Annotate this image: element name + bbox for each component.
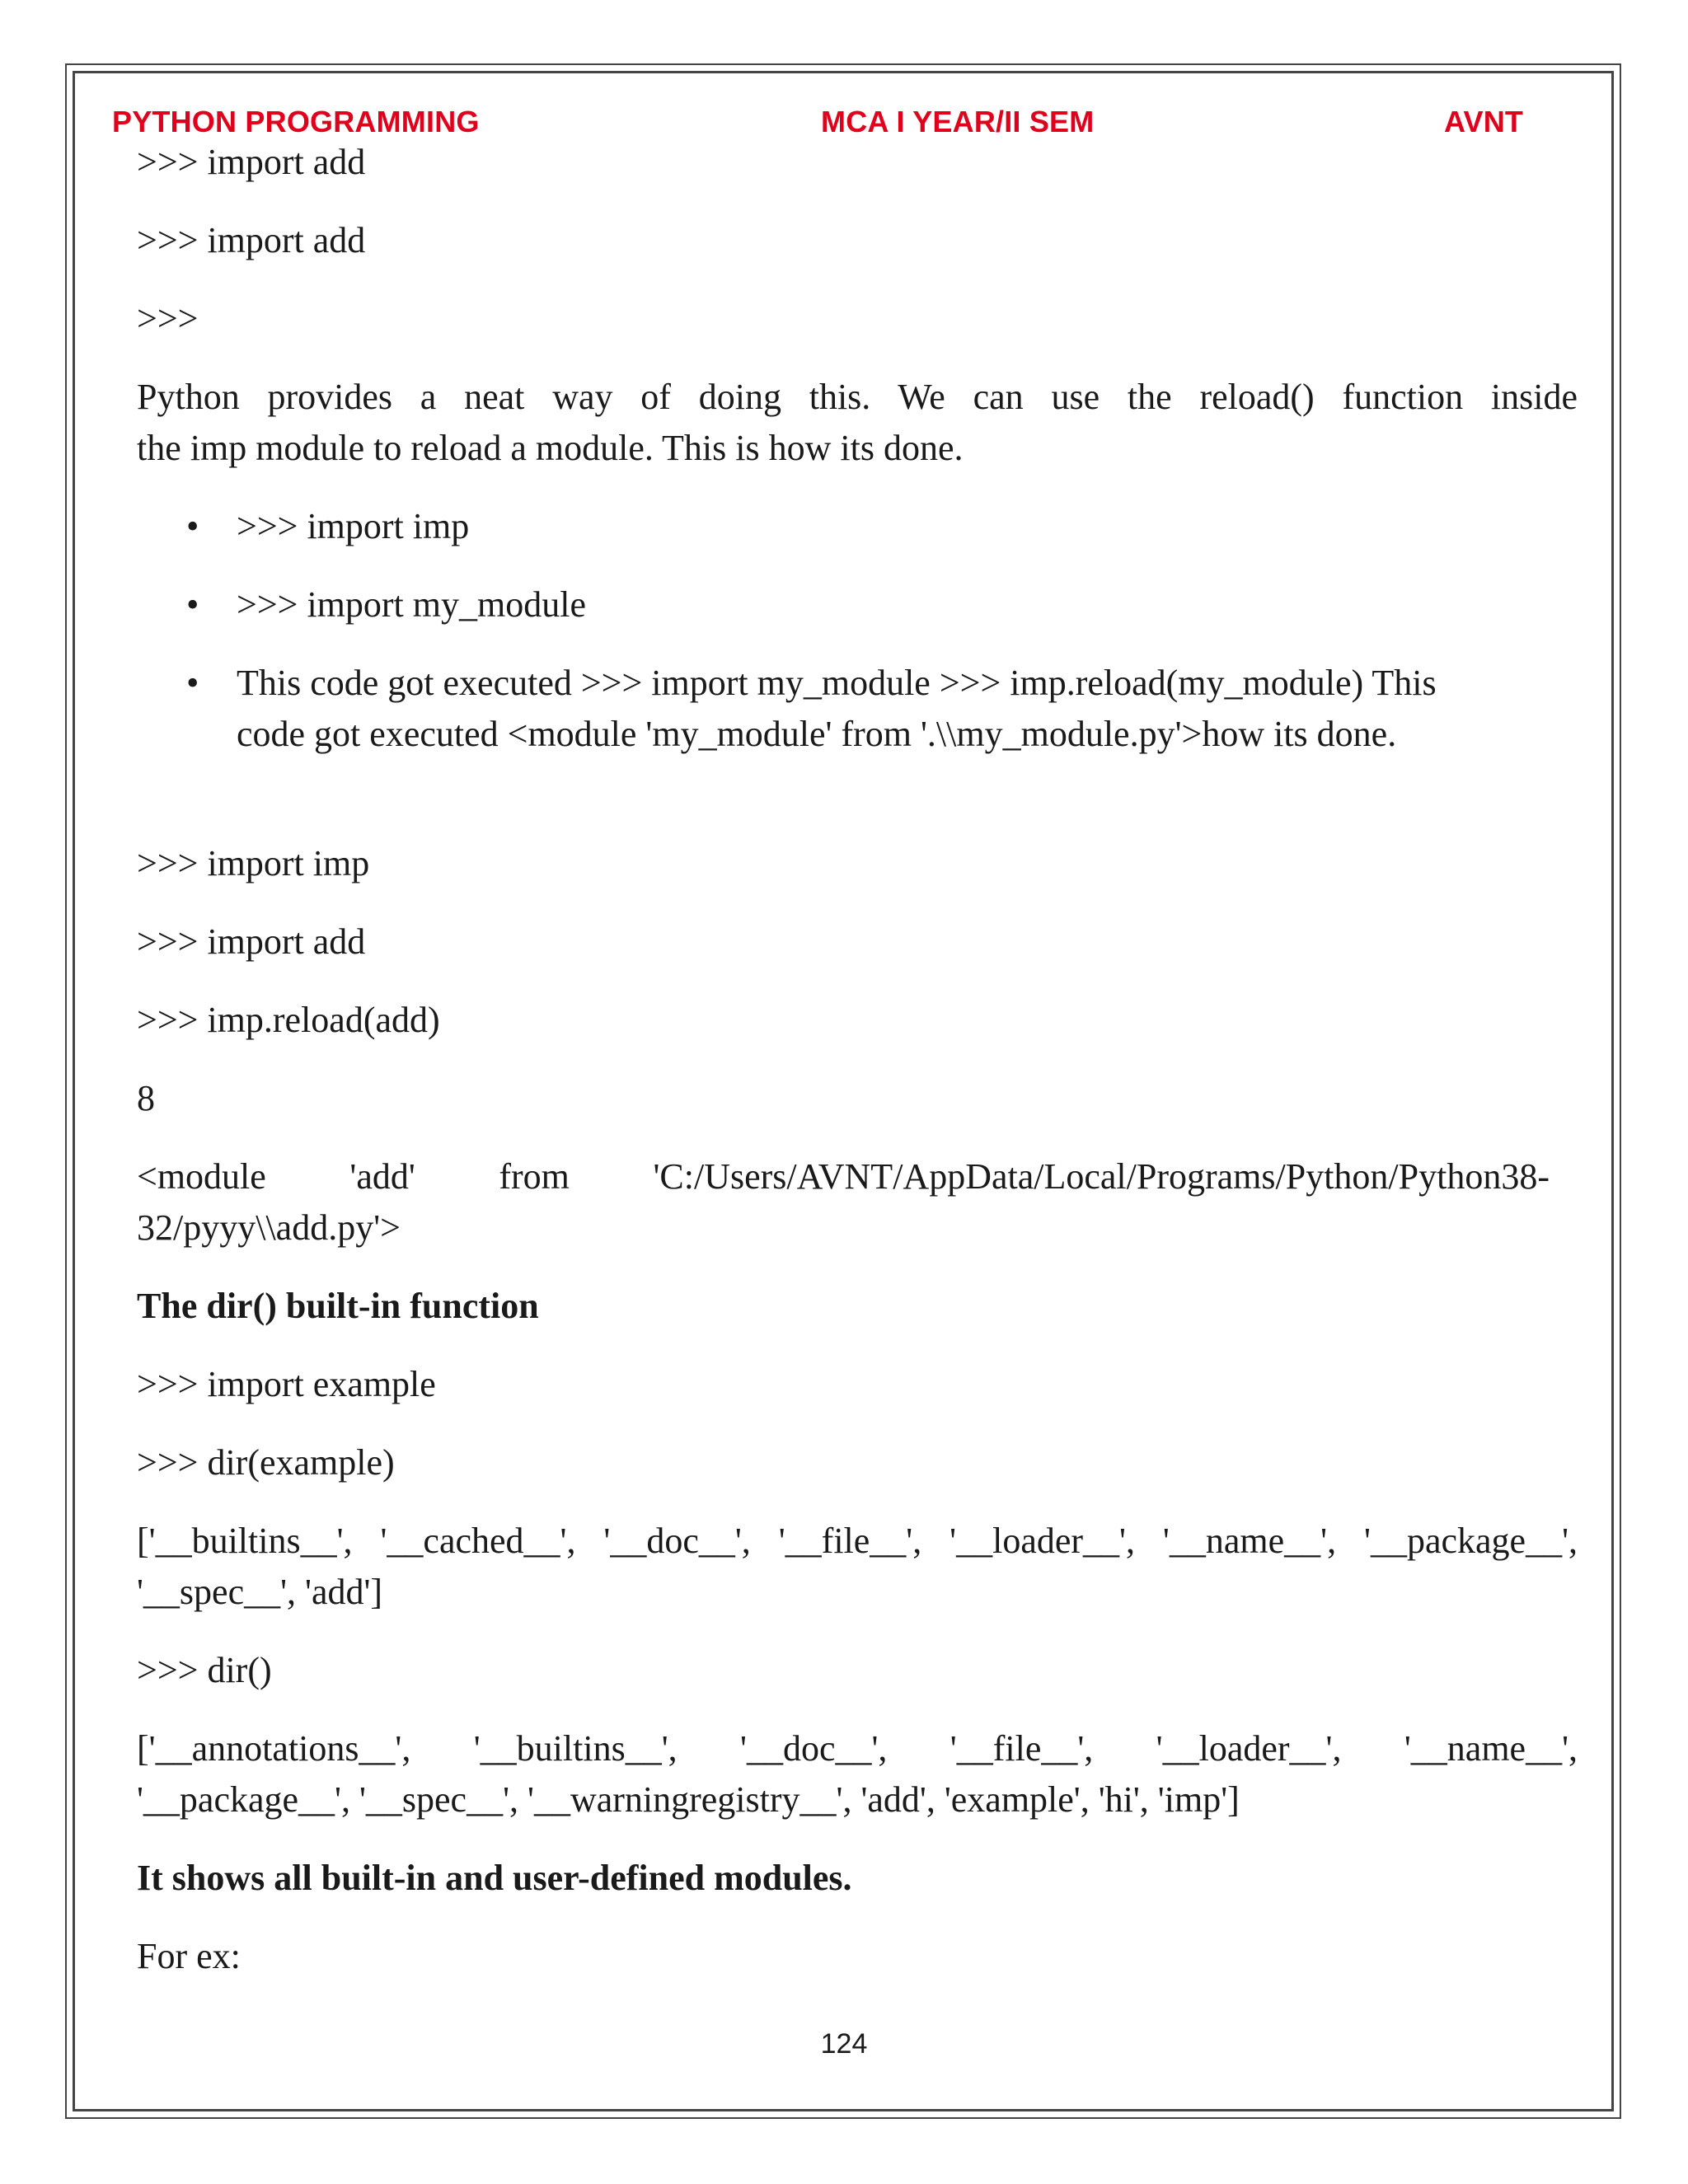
- list-item-text: >>> import my_module: [237, 584, 586, 625]
- code-line: >>> dir(): [137, 1650, 272, 1690]
- paragraph-reload-intro: [137, 372, 1578, 474]
- list-item-text: >>> import imp: [237, 506, 470, 546]
- header-author: AVNT: [1444, 105, 1524, 138]
- output-line: '__package__', '__spec__', '__warningregistry__', 'add', 'example', 'hi', 'imp']: [137, 1779, 1240, 1820]
- emphasis-note: It shows all built-in and user-defined modules.: [137, 1858, 852, 1898]
- code-line: >>>: [137, 298, 199, 339]
- output-line: '__spec__', 'add']: [137, 1572, 383, 1612]
- output-line: 8: [137, 1078, 155, 1118]
- bullet-dot: •: [186, 506, 199, 546]
- code-line: >>> import imp: [137, 843, 370, 883]
- output-line: 32/pyyy\\add.py'>: [137, 1207, 401, 1248]
- bullet-dot: •: [186, 663, 199, 703]
- spacer: [137, 760, 1578, 838]
- section-heading: The dir() built-in function: [137, 1286, 539, 1326]
- code-line: >>> import example: [137, 1364, 436, 1404]
- paragraph-line: the imp module to reload a module. This is how its done.: [137, 428, 964, 468]
- list-item: [137, 579, 1578, 630]
- code-line: >>> import add: [137, 220, 366, 260]
- output-line: <module 'add' from 'C:/Users/AVNT/AppData/Local/Programs/Python/Python38-: [137, 1156, 1550, 1197]
- page-number: 124: [820, 2028, 868, 2060]
- page-content: [137, 137, 1578, 1982]
- code-line: >>> import add: [137, 921, 366, 962]
- output-block: [137, 1151, 1578, 1254]
- code-line: >>> dir(example): [137, 1442, 395, 1483]
- output-line: ['__builtins__', '__cached__', '__doc__', '__file__', '__loader__', '__name__', '__package__',: [137, 1521, 1578, 1561]
- header-course-title: PYTHON PROGRAMMING: [112, 105, 480, 138]
- paragraph-line: For ex:: [137, 1936, 241, 1976]
- output-line: ['__annotations__', '__builtins__', '__doc__', '__file__', '__loader__', '__name__',: [137, 1728, 1578, 1769]
- header-class-info: MCA I YEAR/II SEM: [821, 105, 1095, 138]
- output-block: [137, 1723, 1578, 1825]
- list-item: [137, 658, 1578, 760]
- list-item-text: This code got executed >>> import my_module >>> imp.reload(my_module) This: [237, 663, 1437, 703]
- output-block: [137, 1516, 1578, 1618]
- bullet-list: [137, 501, 1578, 760]
- code-line: >>> imp.reload(add): [137, 1000, 440, 1040]
- code-line: >>> import add: [137, 142, 366, 182]
- bullet-dot: •: [186, 584, 199, 625]
- paragraph-line: Python provides a neat way of doing this. We can use the reload() function inside: [137, 377, 1578, 417]
- list-item-text: code got executed <module 'my_module' from '.\\my_module.py'>how its done.: [237, 714, 1397, 754]
- list-item: [137, 501, 1578, 552]
